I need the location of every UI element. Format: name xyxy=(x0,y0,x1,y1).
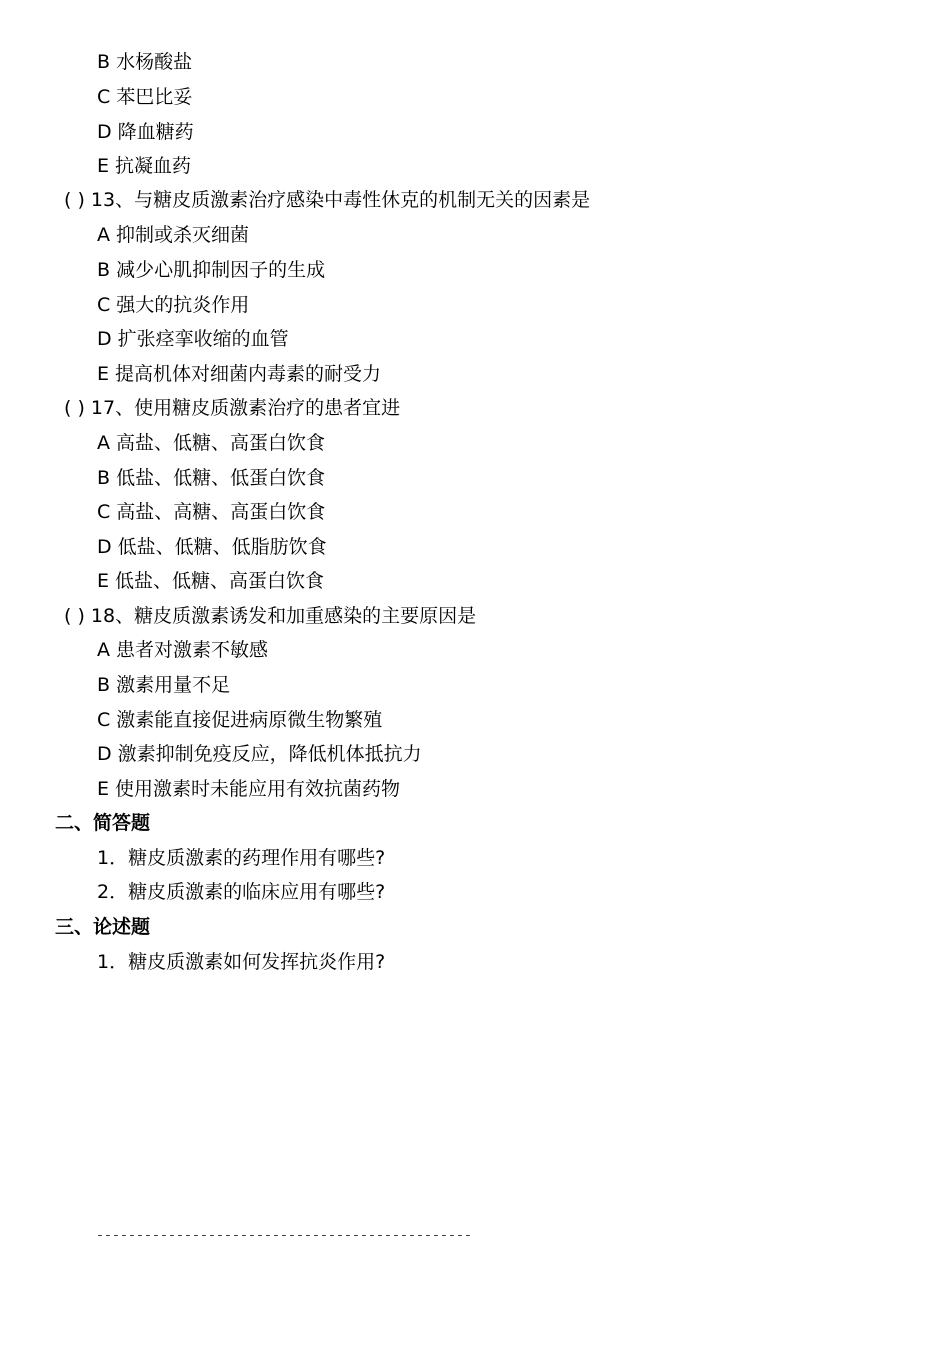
q13-option-d: D 扩张痉挛收缩的血管 xyxy=(97,328,289,350)
q13-option-a: A 抑制或杀灭细菌 xyxy=(97,224,250,246)
option-d: D 降血糖药 xyxy=(97,121,194,143)
option-c: C 苯巴比妥 xyxy=(97,86,193,108)
option-e: E 抗凝血药 xyxy=(97,155,192,177)
dashed-divider: ----------------------------------------------- xyxy=(96,1228,473,1243)
q13-option-b: B 减少心肌抑制因子的生成 xyxy=(97,259,326,281)
q18-option-a: A 患者对激素不敏感 xyxy=(97,639,269,661)
q17-option-a: A 高盐、低糖、高蛋白饮食 xyxy=(97,432,326,454)
q18-option-c: C 激素能直接促进病原微生物繁殖 xyxy=(97,709,383,731)
q18-option-b: B 激素用量不足 xyxy=(97,674,231,696)
short-answer-item-1: 1．糖皮质激素的药理作用有哪些? xyxy=(97,847,386,869)
section-heading-short-answer: 二、简答题 xyxy=(55,812,151,834)
option-b: B 水杨酸盐 xyxy=(97,51,193,73)
q17-option-b: B 低盐、低糖、低蛋白饮食 xyxy=(97,467,326,489)
question-13: ( ) 13、与糖皮质激素治疗感染中毒性休克的机制无关的因素是 xyxy=(64,189,591,211)
question-18: ( ) 18、糖皮质激素诱发和加重感染的主要原因是 xyxy=(64,605,477,627)
question-17: ( ) 17、使用糖皮质激素治疗的患者宜进 xyxy=(64,397,401,419)
q18-option-d: D 激素抑制免疫反应，降低机体抵抗力 xyxy=(97,743,422,765)
q13-option-e: E 提高机体对细菌内毒素的耐受力 xyxy=(97,363,382,385)
q18-option-e: E 使用激素时未能应用有效抗菌药物 xyxy=(97,778,401,800)
section-heading-essay: 三、论述题 xyxy=(55,916,151,938)
short-answer-item-2: 2．糖皮质激素的临床应用有哪些? xyxy=(97,881,386,903)
q13-option-c: C 强大的抗炎作用 xyxy=(97,294,250,316)
essay-item-1: 1．糖皮质激素如何发挥抗炎作用? xyxy=(97,951,386,973)
q17-option-c: C 高盐、高糖、高蛋白饮食 xyxy=(97,501,326,523)
q17-option-d: D 低盐、低糖、低脂肪饮食 xyxy=(97,536,327,558)
q17-option-e: E 低盐、低糖、高蛋白饮食 xyxy=(97,570,325,592)
